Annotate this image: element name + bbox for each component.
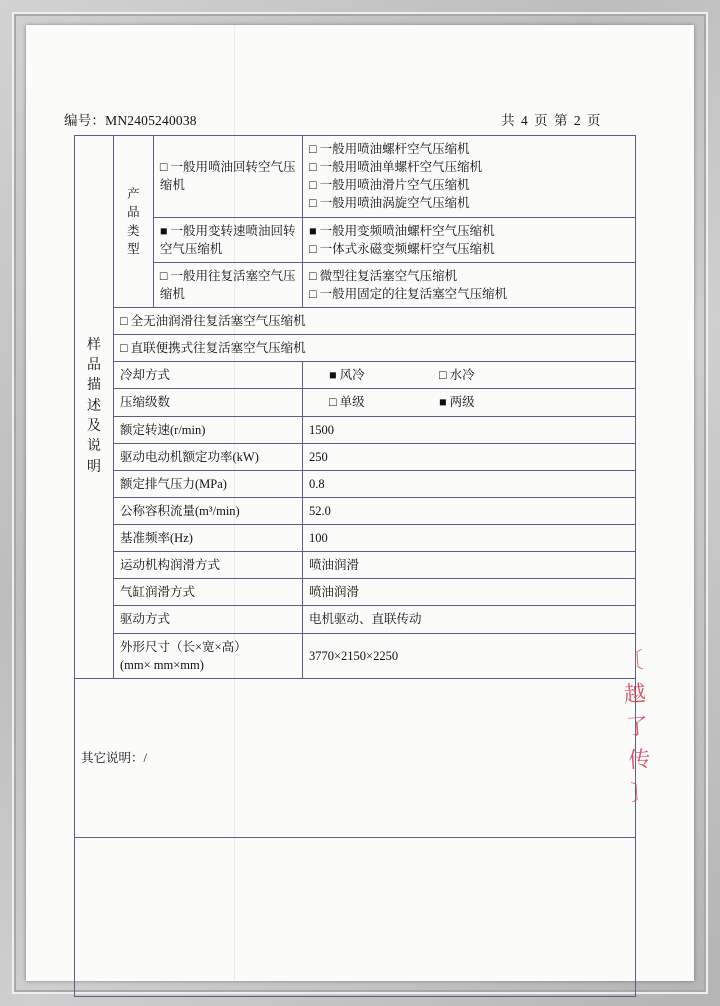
checkbox-option[interactable]: □ 一般用喷油单螺杆空气压缩机 — [309, 160, 483, 175]
checkbox-option[interactable]: □ 一体式永磁变频螺杆空气压缩机 — [309, 241, 495, 256]
table-row — [75, 335, 636, 362]
spec-label: 基准频率(Hz) — [114, 525, 303, 552]
table-row — [75, 389, 636, 416]
spec-label: 公称容积流量(m³/min) — [114, 497, 303, 524]
checkbox-option[interactable]: □ 一般用固定的往复活塞空气压缩机 — [309, 286, 508, 301]
checkbox-option[interactable]: □ 一般用喷油涡旋空气压缩机 — [309, 196, 470, 211]
dimension-label — [114, 633, 303, 678]
table-row — [75, 136, 636, 218]
table-row — [75, 470, 636, 497]
document-header — [64, 109, 664, 129]
table-row — [75, 633, 636, 678]
product-type-name[interactable]: ■ 一般用变转速喷油回转空气压缩机 — [153, 217, 302, 262]
table-row — [75, 606, 636, 633]
spec-value[interactable]: 喷油润滑 — [303, 552, 636, 579]
serial-number — [64, 109, 197, 129]
table-row — [75, 497, 636, 524]
side-label-char: 说 — [87, 439, 101, 455]
product-type-name[interactable]: □ 一般用喷油回转空气压缩机 — [153, 136, 302, 218]
checkbox-option-single-stage[interactable]: □ 单级 — [329, 395, 365, 410]
table-row — [75, 262, 636, 307]
side-label-char: 及 — [87, 419, 101, 435]
red-handwritten-mark: 〔 越 了 传 〕 — [620, 648, 654, 807]
spec-label: 额定排气压力(MPa) — [114, 470, 303, 497]
spec-label: 运动机构润滑方式 — [114, 552, 303, 579]
spec-label: 驱动方式 — [114, 606, 303, 633]
spec-value[interactable]: 250 — [303, 443, 636, 470]
spec-value[interactable]: 100 — [303, 525, 636, 552]
dimension-label-line2: (mm× mm×mm) — [120, 657, 204, 672]
blank-area — [75, 837, 636, 996]
table-row — [75, 217, 636, 262]
cooling-options — [303, 362, 636, 389]
category-label-char: 品 — [127, 205, 140, 220]
checkbox-option[interactable]: ■ 一般用变频喷油螺杆空气压缩机 — [309, 223, 495, 238]
category-label-char: 类 — [127, 223, 140, 238]
table-row — [75, 308, 636, 335]
dimension-label-line1: 外形尺寸（长×宽×高） — [120, 639, 247, 654]
product-type-single[interactable]: □ 全无油润滑往复活塞空气压缩机 — [114, 308, 636, 335]
product-type-options — [303, 217, 636, 262]
spec-value[interactable]: 0.8 — [303, 470, 636, 497]
serial-value: MN2405240038 — [105, 113, 197, 128]
product-type-single[interactable]: □ 直联便携式往复活塞空气压缩机 — [114, 335, 636, 362]
cooling-label: 冷却方式 — [114, 362, 303, 389]
other-note-cell[interactable]: 其它说明：/ — [75, 678, 636, 837]
document-page — [26, 25, 694, 981]
spec-label: 额定转速(r/min) — [114, 416, 303, 443]
page-indicator: 共 4 页 第 2 页 — [501, 113, 602, 128]
spec-value[interactable]: 电机驱动、直联传动 — [303, 606, 636, 633]
category-label-cell — [114, 136, 154, 308]
spec-value[interactable]: 52.0 — [303, 497, 636, 524]
table-row — [75, 362, 636, 389]
side-label-char: 描 — [87, 378, 101, 394]
side-label-char: 明 — [87, 459, 101, 475]
side-label-cell — [75, 136, 114, 679]
table-row — [75, 443, 636, 470]
spec-value[interactable]: 喷油润滑 — [303, 579, 636, 606]
checkbox-option-water-cooled[interactable]: □ 水冷 — [439, 368, 475, 383]
checkbox-option-two-stage[interactable]: ■ 两级 — [439, 395, 475, 410]
side-label-char: 样 — [87, 337, 101, 353]
table-row — [75, 416, 636, 443]
product-type-options — [303, 136, 636, 218]
stage-label: 压缩级数 — [114, 389, 303, 416]
sample-description-table — [74, 135, 636, 997]
product-type-name[interactable]: □ 一般用往复活塞空气压缩机 — [153, 262, 302, 307]
checkbox-option[interactable]: □ 一般用喷油螺杆空气压缩机 — [309, 142, 470, 156]
product-type-options — [303, 262, 636, 307]
checkbox-option-air-cooled[interactable]: ■ 风冷 — [329, 368, 365, 383]
spec-value[interactable]: 1500 — [303, 416, 636, 443]
category-label-char: 产 — [127, 187, 140, 202]
category-label-char: 型 — [127, 241, 140, 256]
checkbox-option[interactable]: □ 一般用喷油滑片空气压缩机 — [309, 178, 470, 193]
side-label-char: 品 — [87, 358, 101, 374]
table-row — [75, 525, 636, 552]
table-row — [75, 837, 636, 996]
dimension-value[interactable]: 3770×2150×2250 — [303, 633, 636, 678]
table-row — [75, 552, 636, 579]
spec-label: 气缸润滑方式 — [114, 579, 303, 606]
side-label-char: 述 — [87, 398, 101, 414]
spec-label: 驱动电动机额定功率(kW) — [114, 443, 303, 470]
serial-label: 编号： — [64, 113, 106, 128]
checkbox-option[interactable]: □ 微型往复活塞空气压缩机 — [309, 268, 458, 283]
table-row — [75, 678, 636, 837]
stage-options — [303, 389, 636, 416]
table-row — [75, 579, 636, 606]
